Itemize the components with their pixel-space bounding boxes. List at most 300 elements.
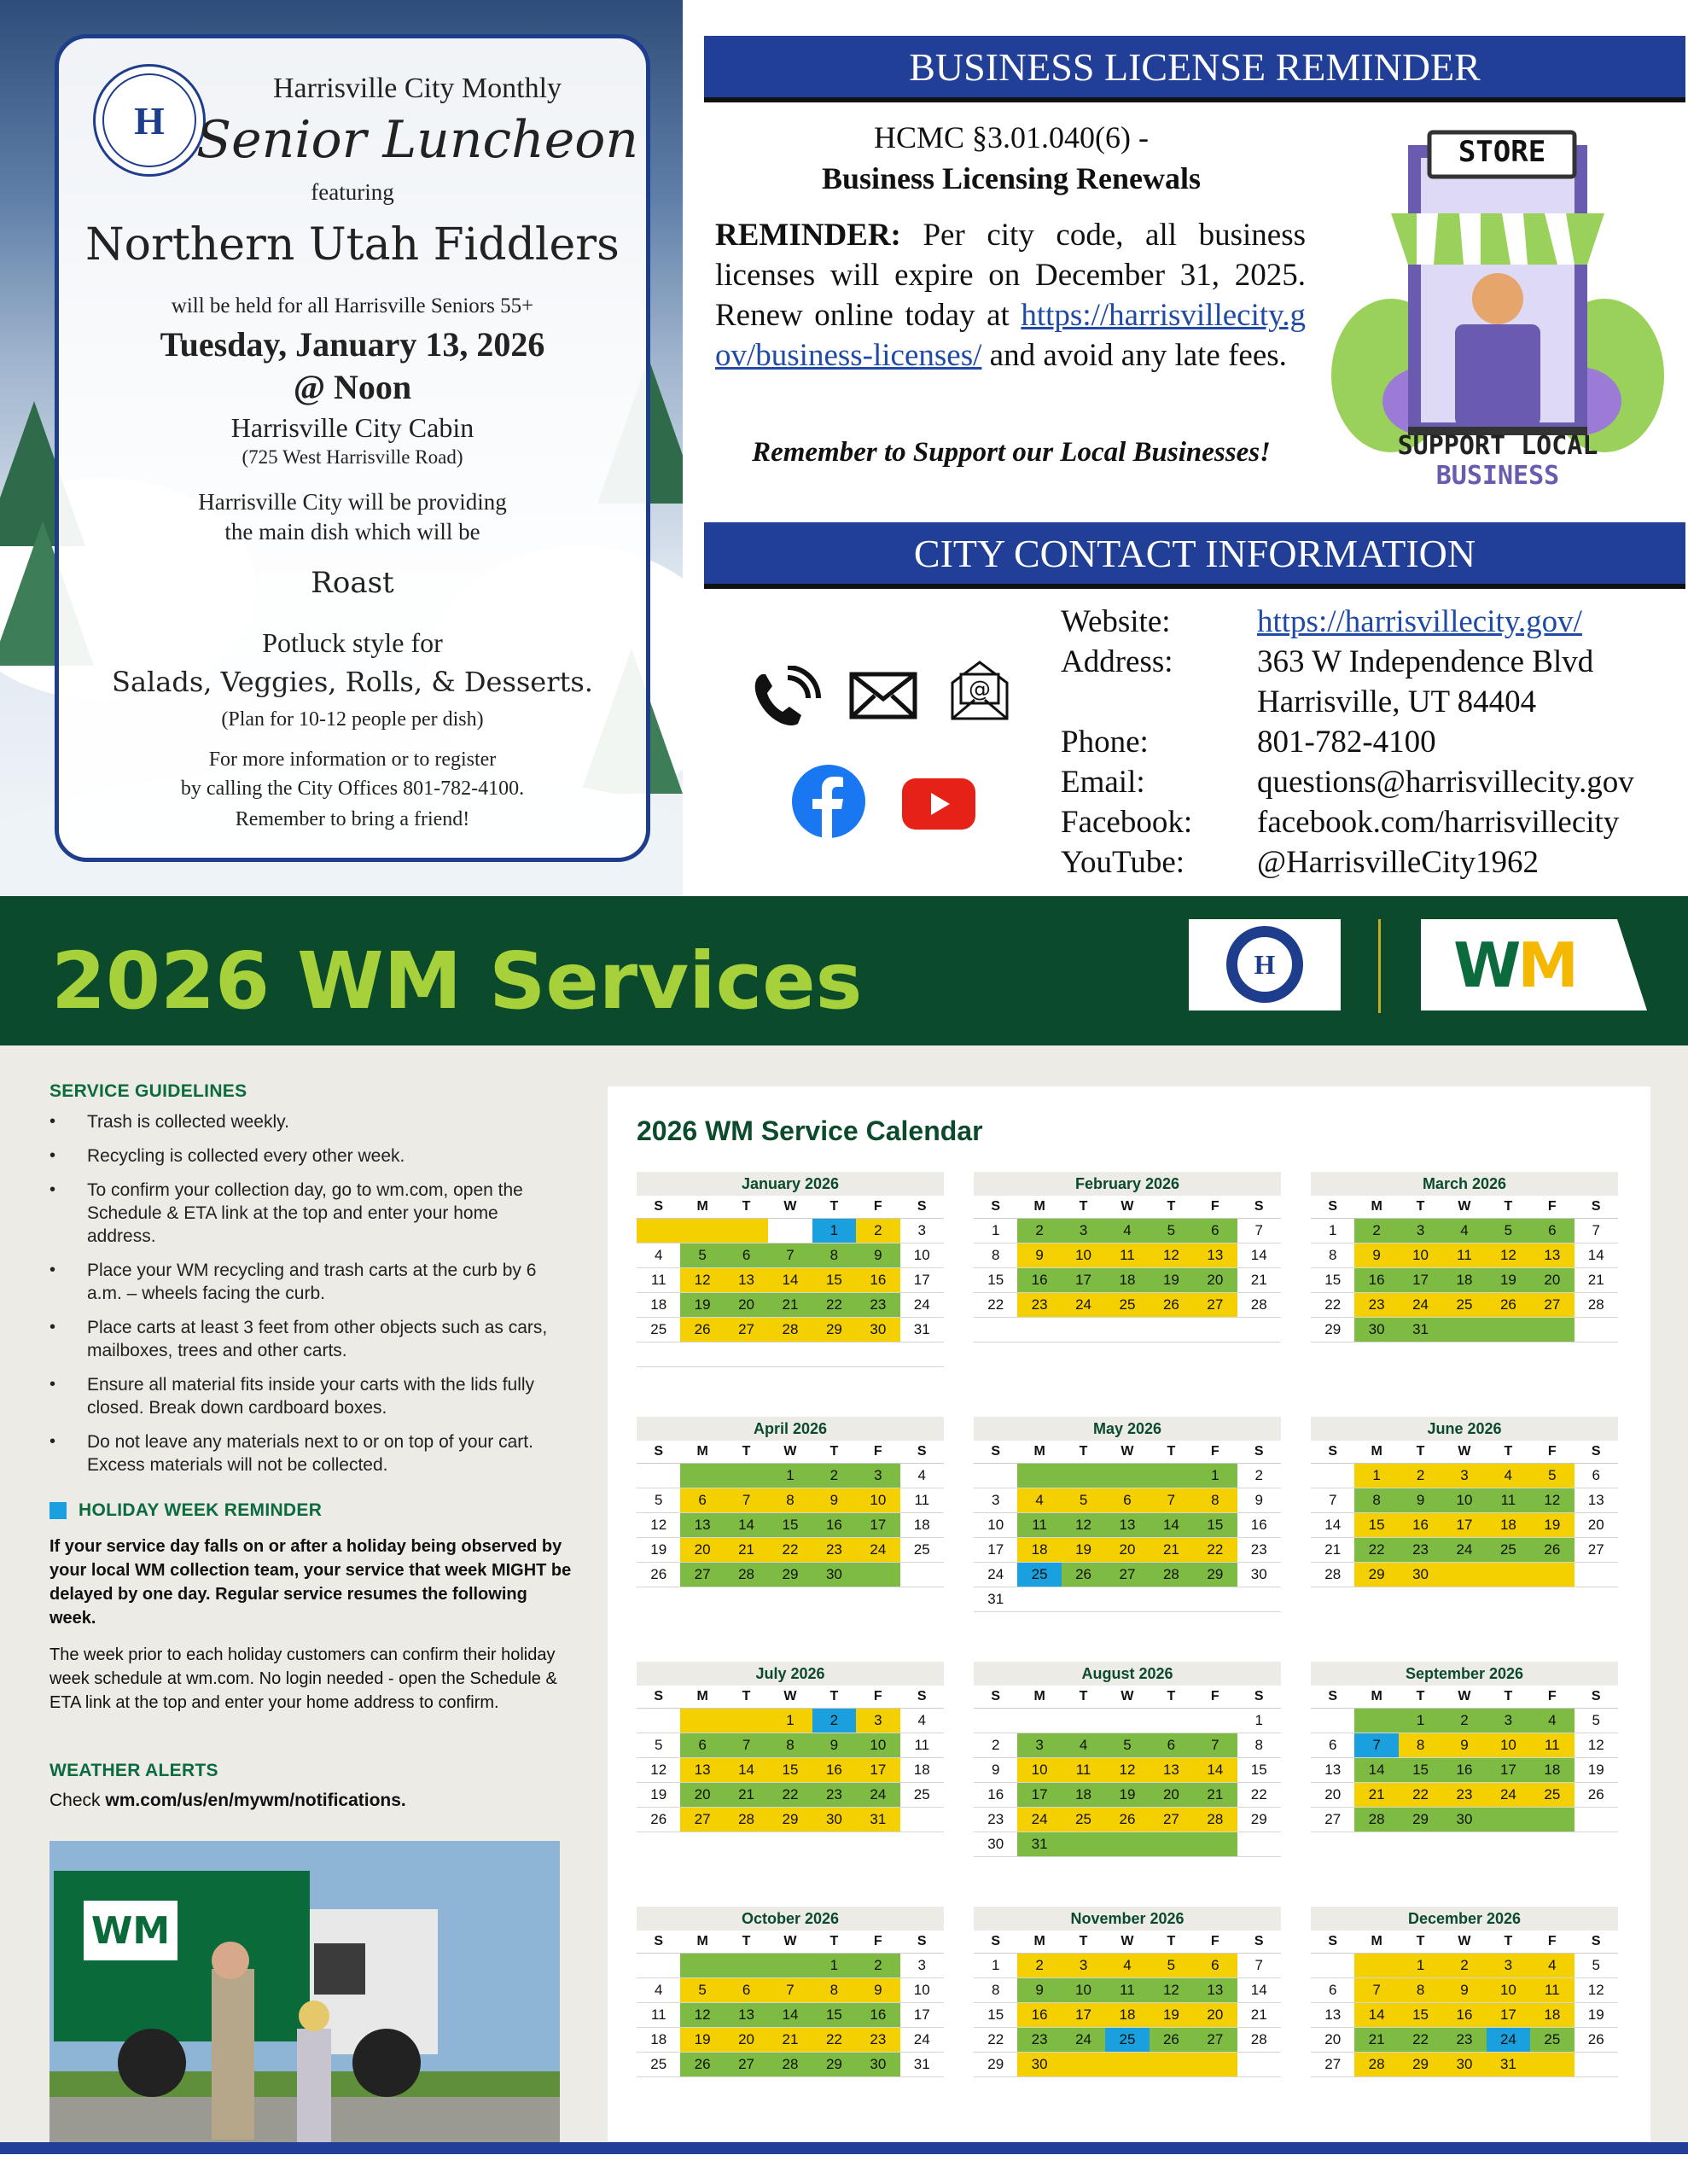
calendar-day: 2 [1354,1218,1398,1243]
potluck-label: Potluck style for [262,627,443,658]
calendar-blank [1311,1463,1354,1488]
calendar-day: 17 [1062,1267,1105,1292]
calendar-day: 10 [1399,1243,1442,1267]
calendar-blank [1105,2052,1149,2076]
calendar-day: 30 [974,1832,1017,1856]
weekday-header: T [725,1441,768,1463]
calendar-day: 11 [1487,1488,1530,1512]
calendar-day: 11 [1105,1977,1149,2002]
calendar-day: 28 [725,1807,768,1832]
event-time: @ Noon [293,368,412,406]
calendar-day: 9 [856,1977,899,2002]
weekday-header: S [637,1931,680,1953]
calendar-blank [900,1562,944,1587]
calendar-day: 20 [680,1537,724,1562]
calendar-blank [680,1218,724,1243]
calendar-day: 3 [900,1218,944,1243]
reminder-label: REMINDER: [715,218,901,253]
calendar-day: 4 [1530,1953,1574,1977]
calendar-day: 20 [680,1782,724,1807]
calendar-blank [1530,2052,1574,2076]
luncheon-card [55,34,650,862]
calendar-day: 22 [812,2027,856,2052]
calendar-day: 25 [1530,1782,1574,1807]
calendar-day: 10 [1442,1488,1486,1512]
calendar-blank [1487,1807,1530,1832]
calendar-day: 16 [1442,2002,1486,2027]
weekday-header: M [1017,1931,1061,1953]
calendar-day: 14 [1354,2002,1398,2027]
contact-label: Facebook: [1061,805,1193,840]
logo-divider [1378,919,1381,1013]
contact-label: Address: [1061,644,1173,679]
calendar-day: 7 [1354,1977,1398,2002]
contact-row-website [1061,602,1675,642]
contact-value: 363 W Independence Blvd [1257,644,1594,679]
weekday-header: F [856,1441,899,1463]
calendar-day: 1 [1399,1708,1442,1733]
calendar-day: 12 [637,1512,680,1537]
calendar-day: 18 [1530,1757,1574,1782]
calendar-day: 18 [1105,1267,1149,1292]
weekday-header: S [1574,1931,1618,1953]
guideline-item: • Place carts at least 3 feet from other objects such as cars, mailboxes, trees and other carts. [49,1316,570,1362]
calendar-day: 23 [1017,2027,1061,2052]
weekday-header: T [1399,1196,1442,1218]
calendar-day: 27 [725,1317,768,1342]
calendar-day: 13 [1311,2002,1354,2027]
providing-text-1: Harrisville City will be providing [198,489,507,515]
calendar-blank [1237,1317,1281,1342]
calendar-day: 17 [974,1537,1017,1562]
calendar-day: 8 [974,1243,1017,1267]
wm-services-title: 2026 WM Services [51,935,863,1027]
calendar-day: 22 [1399,2027,1442,2052]
contact-label: Email: [1061,765,1145,800]
calendar-day: 1 [1399,1953,1442,1977]
calendar-day: 24 [900,2027,944,2052]
calendar-day: 14 [1354,1757,1398,1782]
weekday-header: S [1311,1441,1354,1463]
featuring-label: featuring [311,179,394,205]
svg-text:WM: WM [90,1909,171,1953]
calendar-day: 10 [1487,1977,1530,2002]
support-local-illustration [1323,119,1673,495]
calendar-day: 6 [1150,1733,1193,1757]
plan-note: (Plan for 10-12 people per dish) [221,708,484,731]
calendar-day: 24 [1062,1292,1105,1317]
calendar-day: 21 [768,1292,812,1317]
website-link[interactable]: https://harrisvillecity.gov/ [1257,604,1582,639]
calendar-day: 22 [768,1537,812,1562]
providing-text-2: the main dish which will be [224,519,480,545]
calendar-blank [725,1218,768,1243]
calendar-day: 10 [1017,1757,1061,1782]
weekday-header: F [1193,1931,1237,1953]
calendar-day: 3 [900,1953,944,1977]
weekday-header: S [1574,1196,1618,1218]
calendar-day: 2 [856,1218,899,1243]
calendar-day: 14 [1150,1512,1193,1537]
calendar-day: 5 [1150,1953,1193,1977]
calendar-day: 20 [1193,2002,1237,2027]
calendar-day: 4 [1442,1218,1486,1243]
calendar-day: 24 [900,1292,944,1317]
weekday-header: S [900,1196,944,1218]
weekday-header: T [1487,1196,1530,1218]
calendar-day: 16 [1237,1512,1281,1537]
calendar-day: 15 [1311,1267,1354,1292]
calendar-day: 22 [1193,1537,1237,1562]
calendar-day: 7 [1574,1218,1618,1243]
calendar-day: 6 [1574,1463,1618,1488]
calendar-day: 28 [1150,1562,1193,1587]
calendar-day: 12 [680,2002,724,2027]
calendar-day: 13 [1150,1757,1193,1782]
calendar-day: 6 [1530,1218,1574,1243]
email-at-icon[interactable] [947,657,1012,722]
calendar-day: 9 [856,1243,899,1267]
calendar-day: 17 [1442,1512,1486,1537]
calendar-day: 30 [812,1807,856,1832]
city-seal-logo: H [93,64,206,177]
month-calendar [637,1417,944,1587]
calendar-day: 9 [1237,1488,1281,1512]
calendar-day: 8 [812,1977,856,2002]
luncheon-script-title: Senior Luncheon [196,110,638,170]
calendar-day: 6 [1311,1977,1354,2002]
calendar-day: 21 [1237,2002,1281,2027]
calendar-day: 26 [1530,1537,1574,1562]
calendar-day: 17 [900,1267,944,1292]
calendar-day: 21 [1311,1537,1354,1562]
svg-text:@: @ [969,677,991,702]
calendar-day: 14 [768,2002,812,2027]
calendar-day: 26 [680,2052,724,2076]
calendar-day: 20 [725,2027,768,2052]
month-calendar [637,1662,944,1832]
calendar-day: 15 [812,1267,856,1292]
calendar-blank [1105,1587,1149,1611]
youtube-icon[interactable] [902,778,975,830]
calendar-day: 28 [1574,1292,1618,1317]
calendar-day: 29 [812,2052,856,2076]
calendar-day: 22 [1237,1782,1281,1807]
calendar-day: 7 [768,1977,812,2002]
calendar-day: 27 [1311,1807,1354,1832]
calendar-day: 7 [1193,1733,1237,1757]
weekday-header: W [1105,1686,1149,1708]
calendar-day: 2 [1237,1463,1281,1488]
calendar-day: 29 [1311,1317,1354,1342]
calendar-day: 2 [812,1463,856,1488]
guideline-item: • Trash is collected weekly. [49,1110,570,1133]
calendar-day: 2 [1442,1708,1486,1733]
calendar-day: 17 [900,2002,944,2027]
calendar-day: 5 [637,1733,680,1757]
calendar-blank [1311,1953,1354,1977]
calendar-day: 5 [680,1977,724,2002]
month-calendar [974,1417,1281,1612]
calendar-blank [1530,1317,1574,1342]
calendar-day: 13 [1530,1243,1574,1267]
calendar-blank [637,1708,680,1733]
calendar-day: 10 [974,1512,1017,1537]
weekday-header: W [1105,1196,1149,1218]
weekday-header: M [680,1441,724,1463]
weekday-header: W [768,1931,812,1953]
calendar-day: 27 [1150,1807,1193,1832]
calendar-day: 3 [856,1463,899,1488]
calendar-day: 25 [1062,1807,1105,1832]
weekday-header: T [1399,1441,1442,1463]
wm-logo [1421,919,1647,1010]
calendar-blank [1442,1317,1486,1342]
calendar-blank [1105,1832,1149,1856]
calendar-day: 3 [1399,1218,1442,1243]
calendar-day: 21 [1354,2027,1398,2052]
weekday-header: M [680,1196,724,1218]
calendar-day: 3 [1062,1218,1105,1243]
calendar-blank [1017,1587,1061,1611]
calendar-day: 13 [680,1757,724,1782]
calendar-day: 24 [974,1562,1017,1587]
calendar-day: 31 [1399,1317,1442,1342]
calendar-day: 31 [1017,1832,1061,1856]
calendar-day: 7 [1237,1218,1281,1243]
envelope-icon[interactable] [849,670,917,721]
calendar-day: 9 [974,1757,1017,1782]
calendar-day: 24 [1487,1782,1530,1807]
calendar-day: 24 [1442,1537,1486,1562]
weekday-header: T [1062,1686,1105,1708]
calendar-blank [1105,1708,1149,1733]
calendar-blank [900,1807,944,1832]
calendar-day: 1 [768,1708,812,1733]
support-local-sign-2: BUSINESS [1435,461,1560,491]
calendar-day: 11 [1105,1243,1149,1267]
city-contact-header: CITY CONTACT INFORMATION [704,522,1685,589]
weekday-header: M [680,1931,724,1953]
calendar-blank [1193,1708,1237,1733]
calendar-day: 21 [768,2027,812,2052]
info-text-3: Remember to bring a friend! [235,808,470,830]
month-name: February 2026 [974,1172,1281,1196]
calendar-day: 4 [1105,1218,1149,1243]
calendar-blank [1150,2052,1193,2076]
business-license-link[interactable]: https://harrisvillecity.gov/business-licenses/ [715,298,1306,373]
weekday-header: T [725,1931,768,1953]
calendar-day: 18 [900,1757,944,1782]
weekday-header: S [1311,1196,1354,1218]
weekday-header: T [1062,1441,1105,1463]
weekday-header: S [900,1441,944,1463]
month-table [974,1196,1281,1342]
weekday-header: F [1193,1686,1237,1708]
month-table [637,1686,944,1832]
calendar-day: 28 [725,1562,768,1587]
calendar-day: 4 [1017,1488,1061,1512]
weekday-header: M [1017,1441,1061,1463]
calendar-blank [1311,1708,1354,1733]
calendar-blank [1193,2052,1237,2076]
calendar-day: 11 [1442,1243,1486,1267]
calendar-day: 22 [1354,1537,1398,1562]
calendar-day: 9 [812,1733,856,1757]
calendar-day: 31 [856,1807,899,1832]
calendar-day: 20 [1311,2027,1354,2052]
calendar-day: 16 [1399,1512,1442,1537]
calendar-day: 20 [1530,1267,1574,1292]
facebook-icon[interactable] [792,765,865,838]
weekday-header: S [900,1686,944,1708]
calendar-day: 6 [1105,1488,1149,1512]
calendar-day: 8 [1354,1488,1398,1512]
weekday-header: M [1017,1196,1061,1218]
calendar-day: 1 [974,1953,1017,1977]
calendar-day: 15 [768,1757,812,1782]
calendar-day: 16 [1354,1267,1398,1292]
calendar-day: 1 [974,1218,1017,1243]
calendar-day: 26 [1062,1562,1105,1587]
weekday-header: F [856,1196,899,1218]
month-table [1311,1931,1618,2077]
calendar-day: 22 [974,1292,1017,1317]
phone-icon[interactable] [745,666,822,734]
calendar-day: 28 [1193,1807,1237,1832]
weekday-header: M [680,1686,724,1708]
calendar-day: 12 [680,1267,724,1292]
calendar-day: 26 [1574,2027,1618,2052]
calendar-blank [974,1463,1017,1488]
calendar-day: 28 [1311,1562,1354,1587]
calendar-day: 8 [768,1733,812,1757]
weekday-header: W [1442,1441,1486,1463]
weekday-header: T [812,1196,856,1218]
service-guidelines-panel [0,1045,597,2142]
calendar-day: 20 [1193,1267,1237,1292]
calendar-day: 1 [1311,1218,1354,1243]
calendar-day: 12 [637,1757,680,1782]
calendar-day: 9 [1442,1733,1486,1757]
weekday-header: S [637,1196,680,1218]
calendar-blank [1150,1317,1193,1342]
calendar-blank [680,1342,724,1366]
service-guidelines-heading: SERVICE GUIDELINES [49,1081,247,1101]
calendar-blank [1237,1832,1281,1856]
calendar-blank [1574,1317,1618,1342]
calendar-blank [768,1953,812,1977]
calendar-day: 9 [812,1488,856,1512]
calendar-blank [1237,2052,1281,2076]
calendar-day: 26 [1105,1807,1149,1832]
info-text-2: by calling the City Offices 801-782-4100. [180,778,525,800]
calendar-day: 5 [1574,1953,1618,1977]
calendar-day: 18 [1487,1512,1530,1537]
calendar-blank [1150,1832,1193,1856]
weekday-header: S [637,1686,680,1708]
calendar-blank [1105,1317,1149,1342]
calendar-day: 30 [1237,1562,1281,1587]
calendar-day: 5 [1062,1488,1105,1512]
calendar-day: 14 [1574,1243,1618,1267]
month-calendar [637,1172,944,1367]
calendar-day: 22 [768,1782,812,1807]
month-calendar [974,1172,1281,1342]
calendar-day: 5 [1105,1733,1149,1757]
calendar-day: 1 [812,1953,856,1977]
calendar-day: 13 [725,2002,768,2027]
calendar-day: 3 [856,1708,899,1733]
calendar-day: 8 [1237,1733,1281,1757]
calendar-blank [1487,1562,1530,1587]
weekday-header: T [1062,1931,1105,1953]
calendar-day: 5 [1150,1218,1193,1243]
calendar-day: 30 [856,2052,899,2076]
month-name: January 2026 [637,1172,944,1196]
calendar-day: 23 [1017,1292,1061,1317]
calendar-day: 20 [1574,1512,1618,1537]
month-name: September 2026 [1311,1662,1618,1686]
calendar-blank [725,1708,768,1733]
calendar-day: 4 [1062,1733,1105,1757]
calendar-day: 12 [1150,1243,1193,1267]
calendar-day: 2 [974,1733,1017,1757]
month-name: May 2026 [974,1417,1281,1441]
calendar-blank [974,1317,1017,1342]
calendar-day: 18 [1062,1782,1105,1807]
calendar-day: 18 [1442,1267,1486,1292]
weather-link[interactable]: wm.com/us/en/mywm/notifications. [105,1791,406,1810]
calendar-day: 26 [1574,1782,1618,1807]
month-calendar [1311,1662,1618,1832]
calendar-day: 30 [1442,2052,1486,2076]
calendar-day: 15 [974,2002,1017,2027]
calendar-day: 1 [1354,1463,1398,1488]
holiday-text: The week prior to each holiday customers can confirm their holiday week schedule at wm.com. No login needed - open the Schedule & ETA link at the top and enter your home address to confirm. [49,1645,557,1712]
calendar-day: 21 [1193,1782,1237,1807]
calendar-day: 15 [1354,1512,1398,1537]
month-calendar [1311,1172,1618,1342]
weekday-header: M [1354,1686,1398,1708]
weekday-header: T [812,1686,856,1708]
calendar-day: 15 [1237,1757,1281,1782]
calendar-blank [1017,1708,1061,1733]
weekday-header: W [1442,1931,1486,1953]
calendar-day: 21 [1354,1782,1398,1807]
holiday-heading: HOLIDAY WEEK REMINDER [79,1500,323,1520]
calendar-day: 24 [856,1537,899,1562]
guideline-item: • Place your WM recycling and trash carts at the curb by 6 a.m. – wheels facing the curb. [49,1259,570,1305]
calendar-day: 8 [1193,1488,1237,1512]
calendar-day: 4 [1105,1953,1149,1977]
contact-row-email [1061,762,1675,802]
calendar-blank [1574,1807,1618,1832]
weekday-header: S [1237,1196,1281,1218]
calendar-day: 19 [637,1537,680,1562]
calendar-day: 30 [1017,2052,1061,2076]
weekday-header: W [1442,1686,1486,1708]
calendar-day: 5 [1530,1463,1574,1488]
calendar-blank [1442,1562,1486,1587]
calendar-blank [1105,1463,1149,1488]
month-calendar [974,1907,1281,2077]
weekday-header: F [856,1931,899,1953]
calendar-day: 28 [768,1317,812,1342]
weekday-header: F [1193,1196,1237,1218]
calendar-day: 13 [725,1267,768,1292]
calendar-day: 19 [1530,1512,1574,1537]
